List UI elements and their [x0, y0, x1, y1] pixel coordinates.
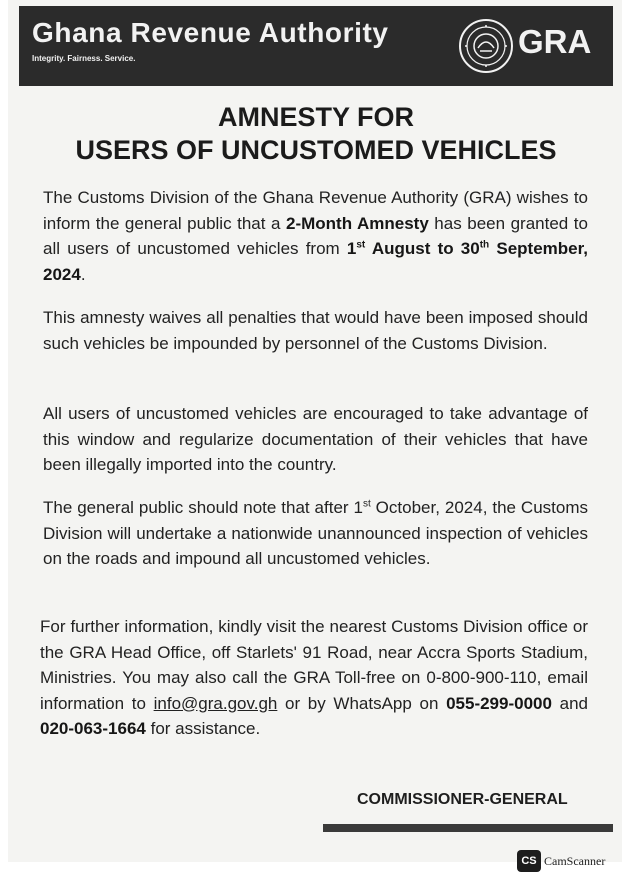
paragraph-amnesty-announcement: The Customs Division of the Ghana Revenue Authority (GRA) wishes to inform the general public that a 2-Month Amnesty has been granted to all users of uncustomed vehicles from 1st August to 30th September, 2024.: [43, 188, 589, 284]
brand-tagline: Integrity. Fairness. Service.: [32, 54, 136, 63]
signature-commissioner-general: COMMISSIONER-GENERAL: [357, 791, 568, 808]
paragraph-encouragement: All users of uncustomed vehicles are encouraged to take advantage of this window and regularize documentation of their vehicles that have been illegally imported into the country.: [43, 404, 588, 474]
gra-header-banner: [19, 6, 613, 86]
bottom-rule: [323, 824, 613, 832]
camscanner-text: CamScanner: [544, 853, 606, 868]
paragraph-penalty-waiver: This amnesty waives all penalties that would have been imposed should such vehicles be impounded by personnel of the Customs Division.: [43, 308, 588, 353]
brand-name: Ghana Revenue Authority: [32, 17, 389, 48]
notice-title-line1: AMNESTY FOR: [217, 102, 414, 132]
notice-title-line2: USERS OF UNCUSTOMED VEHICLES: [75, 135, 557, 165]
paragraph-inspection-notice: The general public should note that after 1st October, 2024, the Customs Division will undertake a nationwide unannounced inspection of vehicles on the roads and impound all uncustomed vehicles.: [43, 498, 588, 568]
whatsapp-number-1: 055-299-0000: [446, 693, 552, 713]
email-link[interactable]: info@gra.gov.gh: [153, 693, 278, 713]
camscanner-logo-icon: CS: [517, 850, 541, 872]
gra-seal-icon: [458, 18, 514, 74]
paragraph-contact-information: For further information, kindly visit the nearest Customs Division office or the GRA Head Office, off Starlets' 91 Road, near Accra Sports Stadium, Ministries. You may also call the GRA Toll-free on 0-800-900-110, email information to info@gra.gov.gh or by WhatsApp on 055-299-0000 and 020-063-1664 for assistance.: [40, 617, 588, 738]
whatsapp-number-2: 020-063-1664: [40, 719, 146, 738]
gra-logo-text: GRA: [518, 23, 592, 60]
camscanner-watermark: [517, 850, 605, 872]
